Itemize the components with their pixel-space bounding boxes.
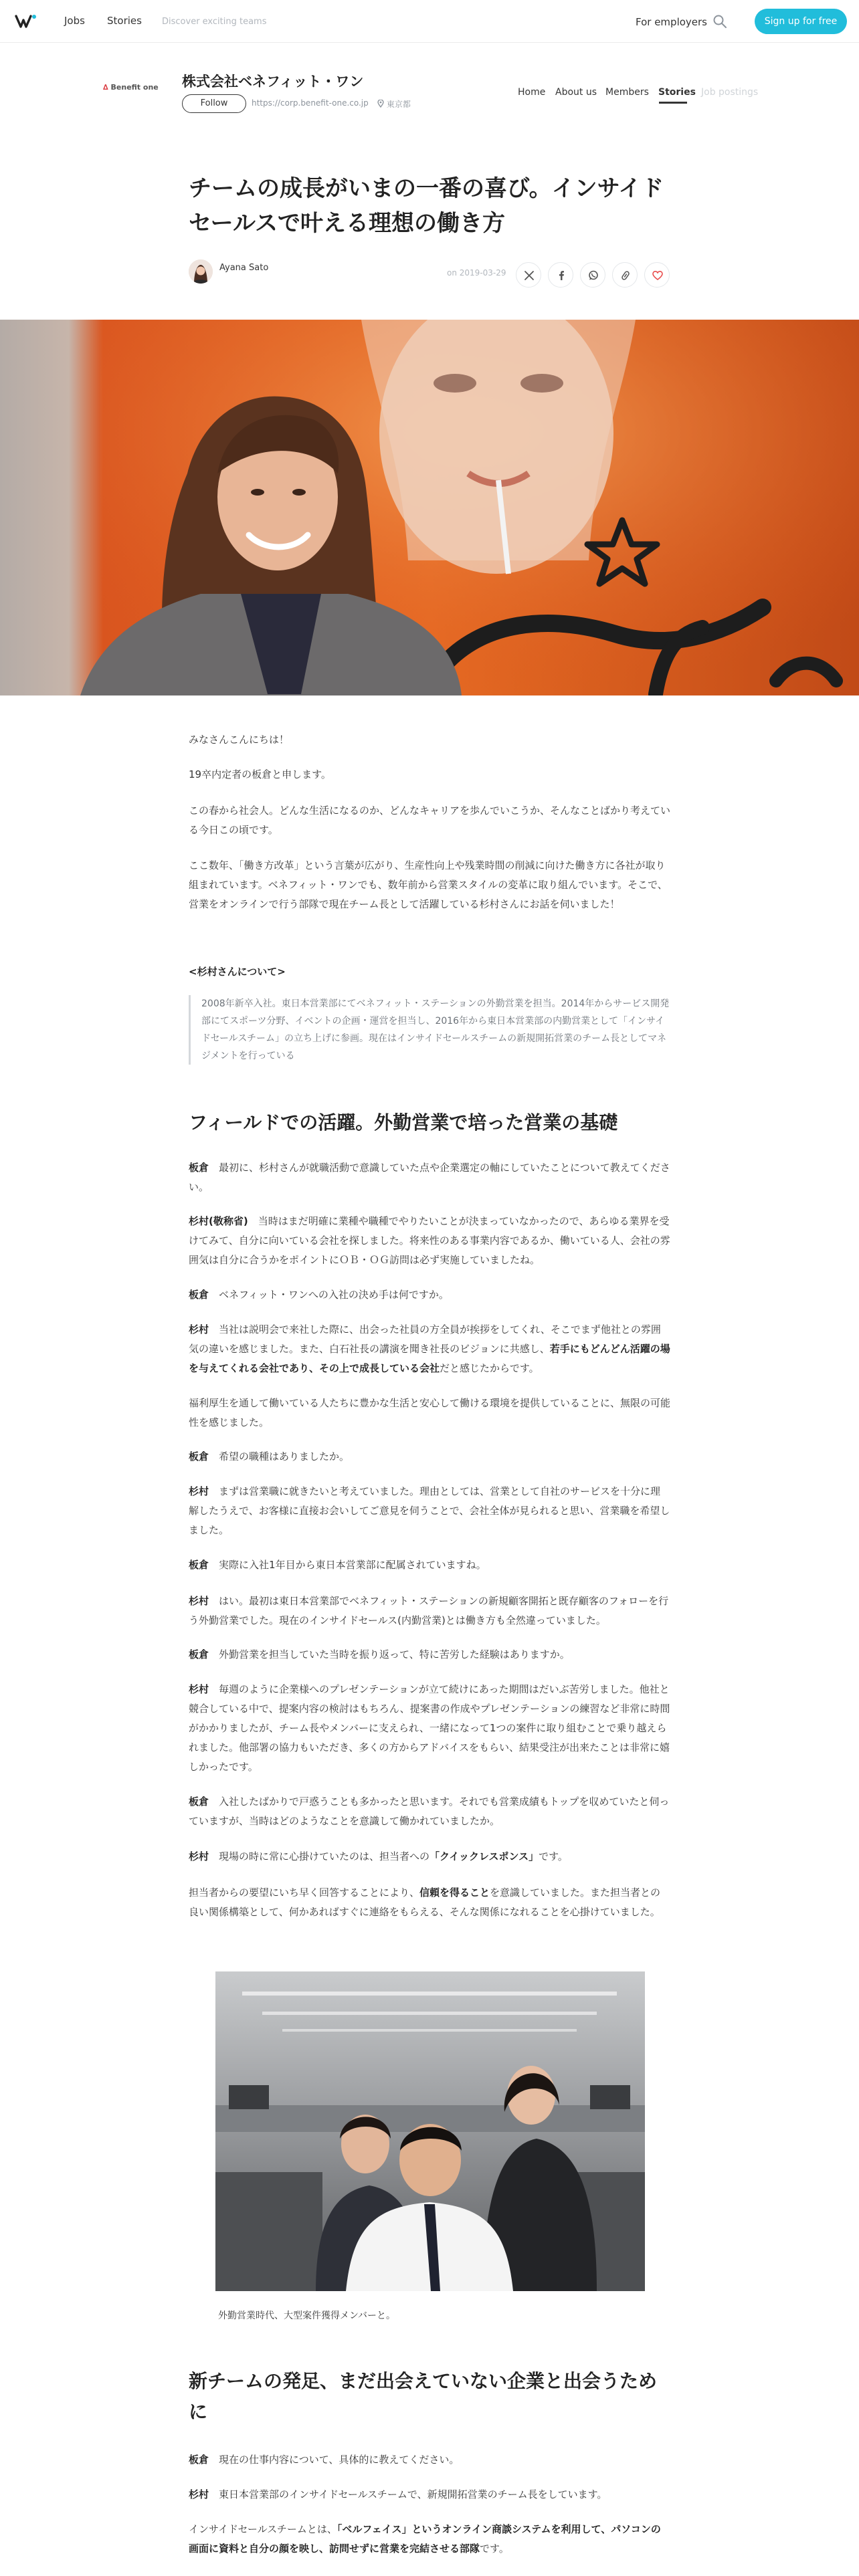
whatsapp-icon [588, 270, 599, 281]
section-heading: フィールドでの活躍。外勤営業で培った営業の基礎 [189, 1111, 618, 1134]
speaker-label: 板倉 [189, 1648, 209, 1660]
qa-text: 入社したばかりで戸惑うことも多かったと思います。それでも営業成績もトップを収めていたと伺っていますが、当時はどのようなことを意識して働かれていましたか。 [189, 1796, 670, 1827]
qa-text: 担当者からの要望にいち早く回答することにより、 [189, 1887, 420, 1899]
profile-heading: <杉村さんについて> [189, 966, 286, 978]
speaker-label: 板倉 [189, 2454, 209, 2466]
qa-paragraph: 福利厚生を通して働いている人たちに豊かな生活と安心して働ける環境を提供していることに、無限の可能性を感じました。 [189, 1397, 671, 1428]
qa-paragraph [189, 1447, 670, 1467]
nav-jobs-link[interactable]: Jobs [64, 15, 85, 27]
tab-members[interactable]: Members [605, 87, 649, 98]
qa-text: です。 [539, 1850, 568, 1862]
tab-stories[interactable]: Stories [658, 87, 696, 98]
nav-tagline[interactable]: Discover exciting teams [162, 17, 267, 27]
x-twitter-icon [524, 270, 535, 281]
tab-job-postings[interactable]: Job postings [701, 87, 759, 98]
share-facebook-button[interactable] [548, 262, 573, 288]
heart-icon [652, 270, 663, 281]
qa-paragraph [189, 2450, 670, 2470]
qa-text: はい。最初は東日本営業部でベネフィット・ステーションの新規顧客開拓と既存顧客のフォローを行う外勤営業でした。現在のインサイドセールス(内勤営業)とは働き方も全然違っていました。 [189, 1595, 669, 1626]
intro-paragraph: ここ数年、「働き方改革」という言葉が広がり、生産性向上や残業時間の削減に向けた働き方に各社が取り組まれています。ベネフィット・ワンでも、数年前から営業スタイルの変革に取り組んでいます。そこで、営業をオンラインで行う部隊で現在チーム長として活躍している杉村さんにお話を伺いました！ [189, 859, 668, 910]
qa-text: 希望の職種はありましたか。 [219, 1451, 350, 1463]
qa-paragraph [189, 1285, 670, 1305]
qa-paragraph [189, 2520, 670, 2559]
like-button[interactable] [644, 262, 670, 288]
link-icon [620, 270, 631, 281]
for-employers-link[interactable]: For employers [636, 16, 707, 28]
qa-paragraph [189, 1158, 670, 1197]
qa-text: インサイドセールスチームとは、 [189, 2523, 337, 2535]
share-whatsapp-button[interactable] [580, 262, 605, 288]
qa-paragraph [189, 1883, 670, 1922]
qa-text: 当時はまだ明確に業種や職種でやりたいことが決まっていなかったので、あらゆる業界を受けてみて、自分に向いている会社を探しました。将来性のある事業内容であるか、働いている人、会社の雰囲気は自分に合うかをポイントにＯＢ・ＯＧ訪問は必ず実施していましたね。 [189, 1215, 670, 1266]
follow-button[interactable]: Follow [182, 94, 246, 113]
qa-paragraph [189, 1680, 670, 1777]
qa-text-emphasis: 若手にもどんどん活躍の場を与えてくれる会社であり、その上で成長している会社 [189, 1343, 670, 1374]
qa-text: 現場の時に常に心掛けていたのは、担当者への [219, 1850, 430, 1862]
qa-text: 現在の仕事内容について、具体的に教えてください。 [219, 2454, 460, 2466]
article-title: チームの成長がいまの一番の喜び。インサイドセールスで叶える理想の働き方 [189, 175, 664, 237]
speaker-label: 杉村(敬称省) [189, 1215, 248, 1227]
qa-paragraph [189, 1482, 670, 1540]
qa-paragraph [189, 1212, 670, 1270]
company-name[interactable]: 株式会社ベネフィット・ワン [182, 74, 364, 90]
hero-photo [0, 320, 859, 695]
share-x-button[interactable] [516, 262, 541, 288]
tab-home[interactable]: Home [518, 87, 546, 98]
search-icon[interactable] [712, 13, 728, 29]
wantedly-logo-icon[interactable] [15, 13, 37, 29]
qa-text-emphasis: 信頼を得ること [419, 1887, 490, 1899]
qa-text: 外勤営業を担当していた当時を振り返って、特に苦労した経験はありますか。 [219, 1648, 570, 1660]
company-logo-text: Benefit one [110, 83, 159, 92]
publish-date [447, 268, 506, 278]
qa-text-emphasis: 「クイックレスポンス」 [430, 1850, 539, 1862]
team-photo [215, 1971, 645, 2291]
speaker-label: 板倉 [189, 1289, 209, 1301]
company-url[interactable]: https://corp.benefit-one.co.jp [252, 98, 369, 108]
speaker-label: 板倉 [189, 1451, 209, 1463]
qa-paragraph [189, 2485, 670, 2504]
qa-text: 最初に、杉村さんが就職活動で意識していた点や企業選定の軸にしていたことについて教えてください。 [189, 1162, 670, 1193]
section-heading: 新チームの発足、まだ出会えていない企業と出会うために [189, 2370, 658, 2423]
qa-text: 当社は説明会で来社した際に、出会った社員の方全員が挨拶をしてくれ、そこでまず他社との雰囲気の違いを感じました。また、白石社長の講演を聞き社長のビジョンに共感し、 [189, 1323, 661, 1355]
speaker-label: 杉村 [189, 2488, 209, 2500]
nav-stories-link[interactable]: Stories [107, 15, 142, 27]
hero-illustration [0, 320, 859, 695]
active-tab-indicator [659, 102, 687, 104]
company-location-text: 東京都 [386, 100, 411, 109]
intro-paragraph: この春から社会人。どんな生活になるのか、どんなキャリアを歩んでいこうか、そんなことばかり考えている今日この頃です。 [189, 804, 671, 836]
company-location [377, 98, 411, 110]
qa-text-emphasis: 「ベルフェイス」というオンライン商談システムを利用して、パソコンの画面に資料と自分の顔を映し、訪問せずに営業を完結させる部隊 [189, 2523, 661, 2555]
qa-text: 毎週のように企業様へのプレゼンテーションが立て続けにあった期間はだいぶ苦労しました。他社と競合している中で、提案内容の検討はもちろん、提案書の作成やプレゼンテーションの練習など非常に時間がかかりましたが、チーム長やメンバーに支えられ、一緒になって1つの案件に取り組むことで乗り越えられました。他部署の協力もいただき、多くの方からアドバイスをもらい、結果受注が出来たことは非常に嬉しかったです。 [189, 1683, 670, 1773]
benefit-one-mark-icon: ∆ [103, 83, 108, 92]
speaker-label: 板倉 [189, 1162, 209, 1174]
location-pin-icon [377, 100, 384, 108]
qa-paragraph [189, 1555, 670, 1575]
profile-blockquote: 2008年新卒入社。東日本営業部にてベネフィット・ステーションの外勤営業を担当。2014年からサービス開発部にてスポーツ分野、イベントの企画・運営を担当し、2016年から東日本営業部の内勤営業として「インサイドセールスチーム」の立ち上げに参画。現在はインサイドセールスチームの新規開拓営業のチーム長としてマネジメントを行っている [189, 995, 670, 1065]
intro-paragraph: みなさんこんにちは！ [189, 734, 290, 746]
qa-text: ベネフィット・ワンへの入社の決め手は何ですか。 [219, 1289, 449, 1301]
publish-date-prefix: on [447, 268, 457, 278]
speaker-label: 杉村 [189, 1485, 209, 1497]
qa-text: まずは営業職に就きたいと考えていました。理由としては、営業として自社のサービスを十分に理解したうえで、お客様に直接お会いしてご意見を伺うことで、会社全体が見られると思い、営業職を希望しました。 [189, 1485, 670, 1536]
qa-paragraph [189, 1592, 670, 1630]
qa-paragraph [189, 1792, 670, 1831]
signup-button[interactable]: Sign up for free [755, 9, 847, 34]
speaker-label: 板倉 [189, 1796, 209, 1808]
qa-paragraph [189, 1320, 670, 1378]
qa-text: 東日本営業部のインサイドセールスチームで、新規開拓営業のチーム長をしています。 [219, 2488, 607, 2500]
qa-paragraph [189, 1847, 670, 1866]
qa-text: です。 [480, 2543, 509, 2555]
intro-paragraph: 19卒内定者の板倉と申します。 [189, 768, 331, 780]
facebook-icon [556, 270, 567, 281]
publish-date-value: 2019-03-29 [459, 268, 506, 278]
share-link-button[interactable] [612, 262, 638, 288]
author-name[interactable]: Ayana Sato [219, 263, 269, 273]
team-photo-illustration [215, 1971, 645, 2291]
speaker-label: 杉村 [189, 1323, 209, 1335]
company-logo[interactable] [103, 83, 170, 103]
photo-caption: 外勤営業時代、大型案件獲得メンバーと。 [218, 2311, 396, 2321]
speaker-label: 杉村 [189, 1850, 209, 1862]
qa-text: 実際に入社1年目から東日本営業部に配属されていますね。 [219, 1559, 486, 1571]
speaker-label: 板倉 [189, 1559, 209, 1571]
author-avatar[interactable] [189, 259, 213, 284]
qa-text: を意識していました。また担当者との良い関係構築として、何かあればすぐに連絡をもらえる、そんな関係になれることを心掛けていました。 [189, 1887, 661, 1918]
global-nav [0, 0, 859, 43]
speaker-label: 杉村 [189, 1595, 209, 1607]
qa-text: だと感じたからです。 [440, 1362, 539, 1374]
speaker-label: 杉村 [189, 1683, 209, 1695]
tab-about-us[interactable]: About us [555, 87, 597, 98]
qa-paragraph [189, 1645, 670, 1665]
